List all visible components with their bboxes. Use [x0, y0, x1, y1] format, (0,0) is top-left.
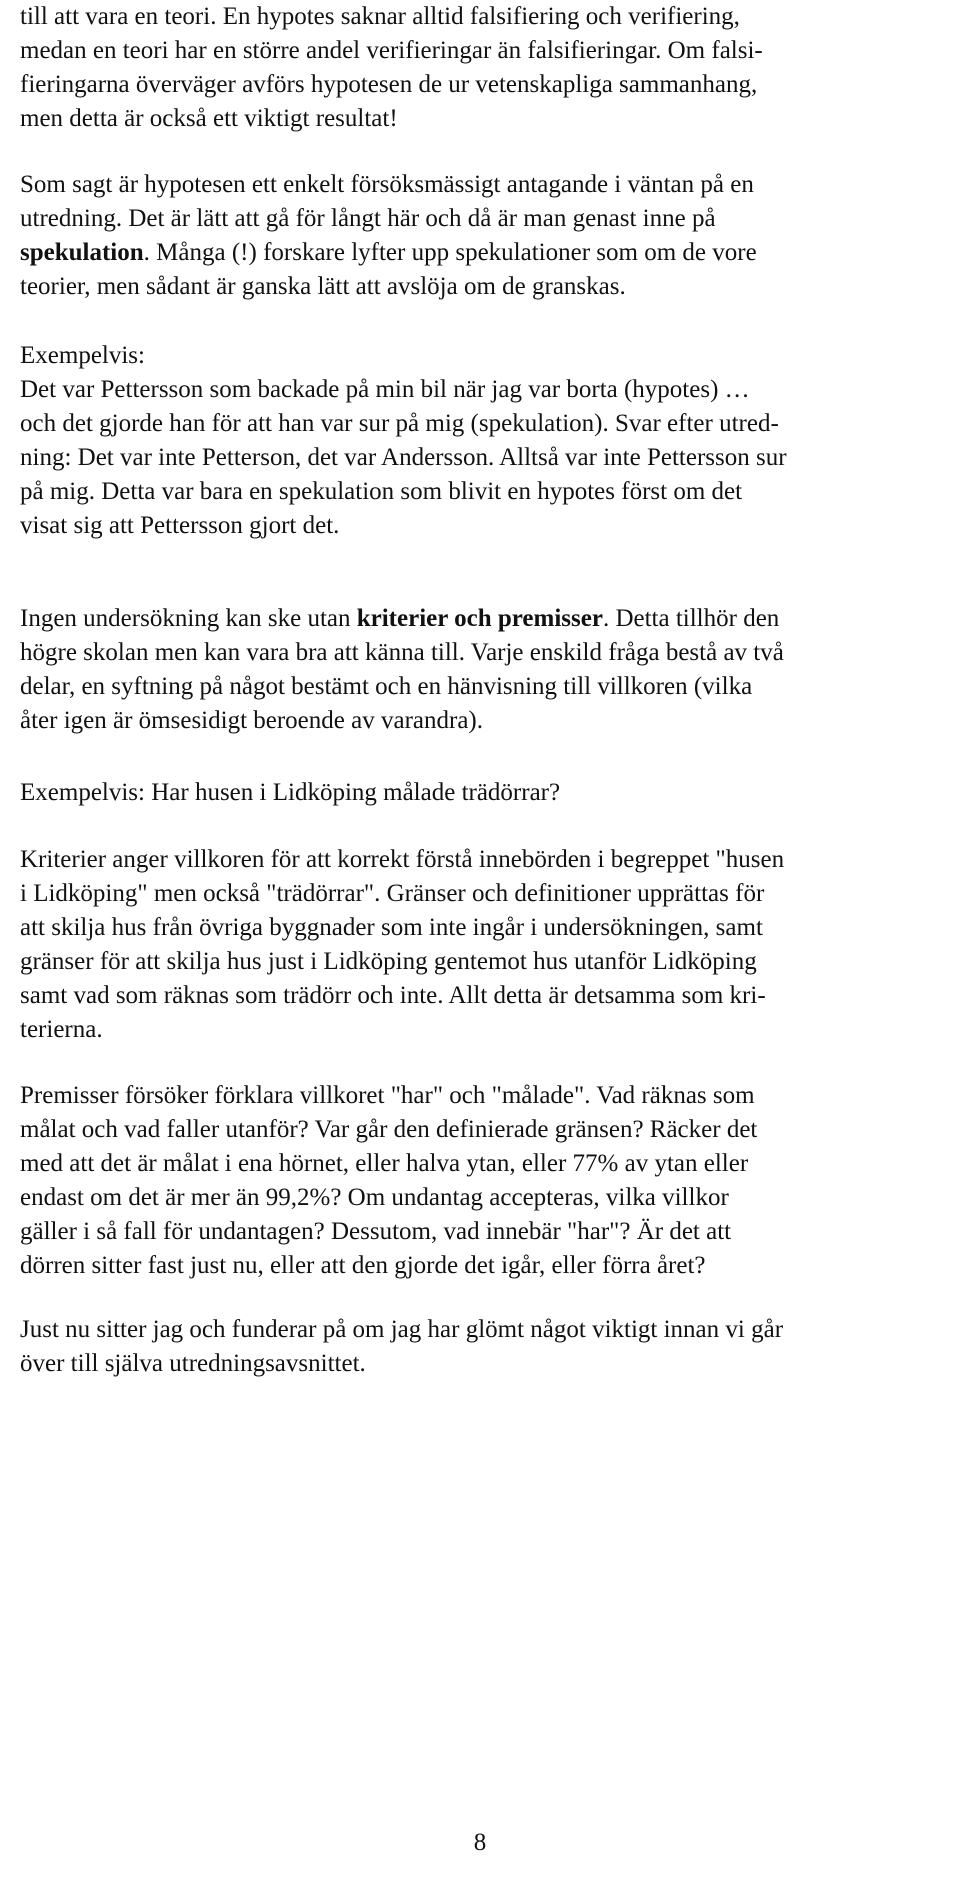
bold-term-speculation: spekulation: [20, 239, 144, 266]
paragraph-criteria: [20, 843, 784, 1047]
text-line: fieringarna överväger avförs hypotesen de ur vetenskapliga sammanhang,: [20, 71, 758, 98]
paragraph-example-pettersson: [20, 339, 787, 543]
text-line: endast om det är mer än 99,2%? Om undantag accepteras, vilka villkor: [20, 1184, 729, 1211]
text-line: [20, 236, 757, 270]
text-line: och det gjorde han för att han var sur på mig (spekulation). Svar efter utred-: [20, 410, 779, 437]
text-line: Exempelvis:: [20, 342, 145, 369]
text-line: visat sig att Pettersson gjort det.: [20, 512, 340, 539]
text-line: men detta är också ett viktigt resultat!: [20, 105, 398, 132]
text-line: med att det är målat i ena hörnet, eller halva ytan, eller 77% av ytan eller: [20, 1150, 749, 1177]
text-line: terierna.: [20, 1016, 103, 1043]
paragraph-premises: [20, 1079, 757, 1283]
paragraph-example-lidkoping: [20, 776, 560, 810]
text-line: gränser för att skilja hus just i Lidköping gentemot hus utanför Lidköping: [20, 948, 757, 975]
text-fragment: . Många (!) forskare lyfter upp spekulationer som om de vore: [143, 239, 757, 266]
paragraph-speculation: [20, 168, 757, 304]
text-line: utredning. Det är lätt att gå för långt här och då är man genast inne på: [20, 205, 716, 232]
text-line: gäller i så fall för undantagen? Dessutom, vad innebär "har"? Är det att: [20, 1218, 732, 1245]
text-line: teorier, men sådant är ganska lätt att avslöja om de granskas.: [20, 273, 626, 300]
paragraph-closing: [20, 1313, 783, 1381]
text-fragment: . Detta tillhör den: [602, 605, 780, 632]
text-line: samt vad som räknas som trädörr och inte. Allt detta är detsamma som kri-: [20, 982, 766, 1009]
text-line: Exempelvis: Har husen i Lidköping målade trädörrar?: [20, 779, 561, 806]
text-line: Kriterier anger villkoren för att korrekt förstå innebörden i begreppet "husen: [20, 846, 785, 873]
text-line: delar, en syftning på något bestämt och en hänvisning till villkoren (vilka: [20, 673, 753, 700]
text-line: att skilja hus från övriga byggnader som inte ingår i undersökningen, samt: [20, 914, 763, 941]
text-line: målat och vad faller utanför? Var går den definierade gränsen? Räcker det: [20, 1116, 758, 1143]
text-line: på mig. Detta var bara en spekulation som blivit en hypotes först om det: [20, 478, 743, 505]
text-line: högre skolan men kan vara bra att känna till. Varje enskild fråga bestå av två: [20, 639, 784, 666]
text-line: över till själva utredningsavsnittet.: [20, 1350, 366, 1377]
text-fragment: Ingen undersökning kan ske utan: [20, 605, 357, 632]
text-line: medan en teori har en större andel verifieringar än falsifieringar. Om falsi-: [20, 37, 763, 64]
paragraph-hypothesis-vs-theory: [20, 0, 763, 136]
text-line: åter igen är ömsesidigt beroende av varandra).: [20, 707, 483, 734]
paragraph-criteria-premises: [20, 602, 784, 738]
text-line: Just nu sitter jag och funderar på om jag har glömt något viktigt innan vi går: [20, 1316, 784, 1343]
text-line: i Lidköping" men också "trädörrar". Gränser och definitioner upprättas för: [20, 880, 765, 907]
text-line: ning: Det var inte Petterson, det var Andersson. Alltså var inte Pettersson sur: [20, 444, 787, 471]
text-line: Det var Pettersson som backade på min bil när jag var borta (hypotes) …: [20, 376, 750, 403]
bold-term-criteria-premises: kriterier och premisser: [356, 605, 603, 632]
page-number: 8: [473, 1829, 487, 1856]
text-line: dörren sitter fast just nu, eller att den gjorde det igår, eller förra året?: [20, 1252, 706, 1279]
text-line: Premisser försöker förklara villkoret "har" och "målade". Vad räknas som: [20, 1082, 755, 1109]
text-line: Som sagt är hypotesen ett enkelt försöksmässigt antagande i väntan på en: [20, 171, 754, 198]
text-line: [20, 602, 784, 636]
text-line: till att vara en teori. En hypotes saknar alltid falsifiering och verifiering,: [20, 3, 740, 30]
